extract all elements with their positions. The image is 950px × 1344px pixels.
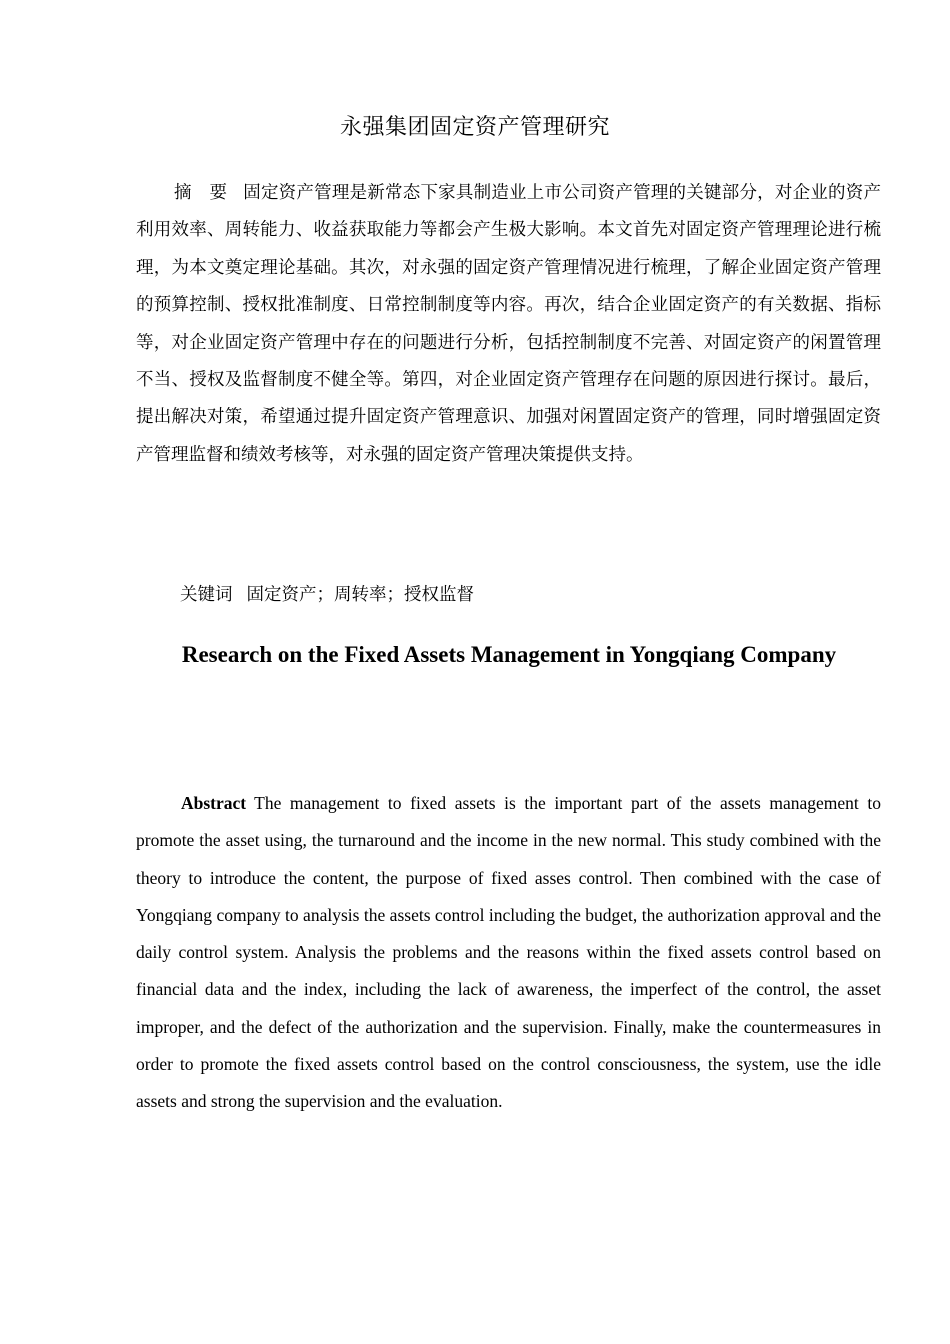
english-abstract-text: The management to fixed assets is the important part of the assets management to promote the asset using, the turnaround and the income in the new normal. This study combined with the theory to introduce the content, the purpose of fixed asses control. Then combined with the case of Yongqiang company to analysis the assets control including the budget, the authorization approval and the daily control system. Analysis the problems and the reasons within the fixed assets control based on financial data and the index, including the lack of awareness, the imperfect of the control, the asset improper, and the defect of the authorization and the supervision. Finally, make the countermeasures in order to promote the fixed assets control based on the control consciousness, the system, use the idle assets and strong the supervision and the evaluation. xyxy=(136,793,881,1112)
chinese-keywords-text: 固定资产；周转率；授权监督 xyxy=(246,585,474,605)
english-title: Research on the Fixed Assets Management in Yongqiang Company xyxy=(181,642,837,667)
chinese-abstract-label: 摘 要 xyxy=(174,183,234,203)
chinese-title: 永强集团固定资产管理研究 xyxy=(339,115,610,140)
chinese-abstract xyxy=(136,175,881,474)
english-abstract xyxy=(136,785,881,1121)
chinese-keywords xyxy=(180,578,474,612)
english-abstract-label: Abstract xyxy=(181,793,247,813)
chinese-keywords-label: 关键词 xyxy=(180,585,233,605)
chinese-abstract-text: 固定资产管理是新常态下家具制造业上市公司资产管理的关键部分，对企业的资产利用效率、周转能力、收益获取能力等都会产生极大影响。本文首先对固定资产管理理论进行梳理，为本文奠定理论基础。其次，对永强的固定资产管理情况进行梳理，了解企业固定资产管理的预算控制、授权批准制度、日常控制制度等内容。再次，结合企业固定资产的有关数据、指标等，对企业固定资产管理中存在的问题进行分析，包括控制制度不完善、对固定资产的闲置管理不当、授权及监督制度不健全等。第四，对企业固定资产管理存在问题的原因进行探讨。最后，提出解决对策，希望通过提升固定资产管理意识、加强对闲置固定资产的管理，同时增强固定资产管理监督和绩效考核等，对永强的固定资产管理决策提供支持。 xyxy=(136,183,881,465)
